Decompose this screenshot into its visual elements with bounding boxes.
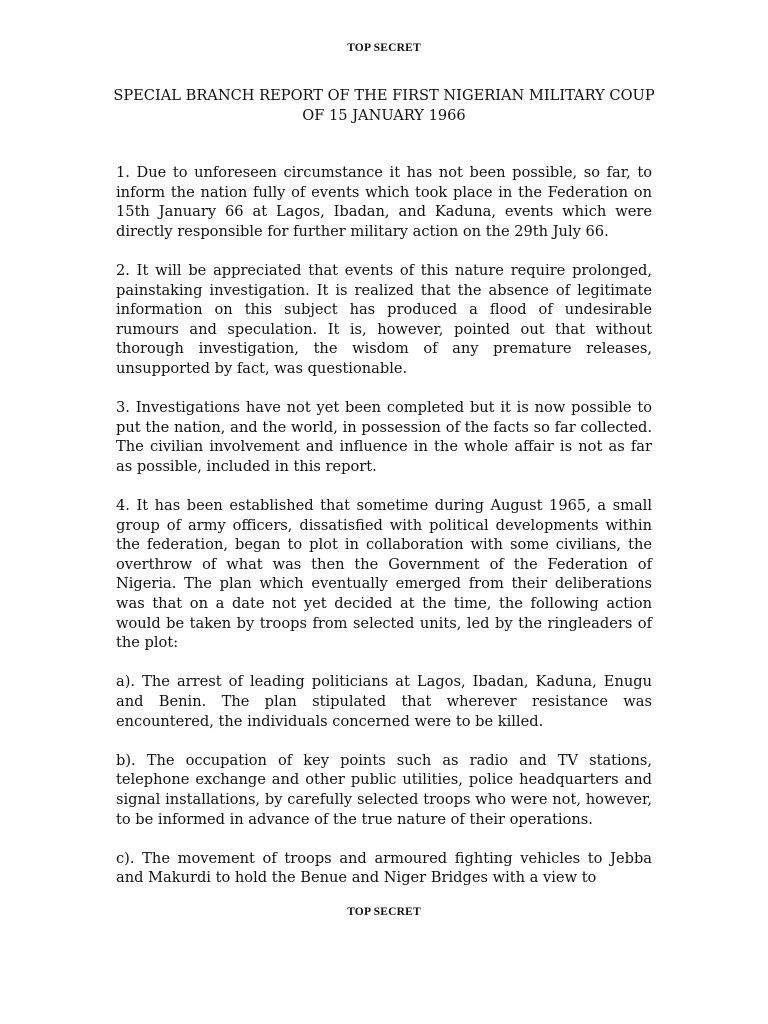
paragraph-2: 2. It will be appreciated that events of this nature require prolonged, painstaking investigation. It is realized that the absence of legitimate information on this subject has produced a flood of undesirable rumours and speculation. It is, however, pointed out that without thorough investigation, the wisdom of any premature releases, unsupported by fact, was questionable. — [116, 261, 652, 377]
document-title — [96, 86, 672, 126]
document-body — [116, 163, 652, 908]
paragraph-1: 1. Due to unforeseen circumstance it has not been possible, so far, to inform the nation fully of events which took place in the Federation on 15th January 66 at Lagos, Ibadan, and Kaduna, events which were directly responsible for further military action on the 29th July 66. — [116, 164, 652, 240]
paragraph-a: a). The arrest of leading politicians at Lagos, Ibadan, Kaduna, Enugu and Benin. The plan stipulated that wherever resistance was encountered, the individuals concerned were to be killed. — [116, 673, 652, 730]
paragraph-c: c). The movement of troops and armoured fighting vehicles to Jebba and Makurdi to hold the Benue and Niger Bridges with a view to — [116, 849, 652, 887]
classification-marking-top: TOP SECRET — [347, 42, 421, 54]
paragraph-b: b). The occupation of key points such as radio and TV stations, telephone exchange and other public utilities, police headquarters and signal installations, by carefully selected troops who were not, however, to be informed in advance of the true nature of their operations. — [116, 751, 652, 828]
paragraph-4: 4. It has been established that sometime during August 1965, a small group of army officers, dissatisfied with political developments within the federation, began to plot in collaboration with some civilians, the overthrow of what was then the Government of the Federation of Nigeria. The plan which eventually emerged from their deliberations was that on a date not yet decided at the time, the following action would be taken by troops from selected units, led by the ringleaders of the plot: — [116, 497, 652, 652]
classification-marking-bottom: TOP SECRET — [347, 906, 421, 918]
document-title-line-1: SPECIAL BRANCH REPORT OF THE FIRST NIGERIAN MILITARY COUP — [113, 87, 655, 104]
document-title-line-2: OF 15 JANUARY 1966 — [302, 107, 466, 124]
paragraph-3: 3. Investigations have not yet been completed but it is now possible to put the nation, and the world, in possession of the facts so far collected. The civilian involvement and influence in the whole affair is not as far as possible, included in this report. — [116, 399, 652, 475]
